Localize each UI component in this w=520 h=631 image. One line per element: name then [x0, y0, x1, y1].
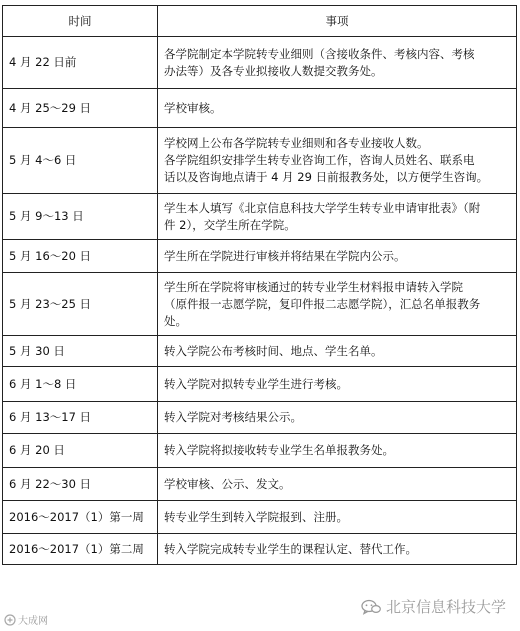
logo-icon: [4, 614, 16, 626]
header-time: 时间: [3, 6, 158, 37]
row-item: [158, 336, 517, 367]
watermark-left: [4, 612, 48, 627]
row-item: [158, 273, 517, 336]
table-row: [3, 501, 517, 534]
row-item-line: 转入学院对拟转专业学生进行考核。: [164, 376, 348, 391]
table-row: [3, 534, 517, 565]
row-item-line: 转入学院完成转专业学生的课程认定、替代工作。: [164, 541, 417, 556]
row-item-line: 话以及咨询地点请于 4 月 29 日前报教务处，以方便学生咨询。: [164, 170, 489, 184]
watermark-right-text: 北京信息科技大学: [385, 598, 506, 616]
row-time: 5 月 23～25 日: [3, 273, 158, 336]
watermark-right: [361, 596, 506, 617]
row-time: 5 月 4～6 日: [3, 128, 158, 194]
row-item-line: 办法等）及各专业拟接收人数提交教务处。: [164, 63, 383, 78]
row-item: [158, 367, 517, 402]
row-item-line: 处。: [164, 313, 187, 328]
row-time: 6 月 22～30 日: [3, 468, 158, 501]
row-item-line: 件 2），交学生所在学院。: [164, 217, 296, 232]
row-item-line: 学校网上公布各学院转专业细则和各专业接收人数。: [164, 136, 429, 150]
row-item-line: 转入学院公布考核时间、地点、学生名单。: [164, 343, 383, 358]
row-time: 5 月 9～13 日: [3, 194, 158, 240]
table-row: [3, 434, 517, 468]
row-item: [158, 468, 517, 501]
row-item-line: 学生所在学院进行审核并将结果在学院内公示。: [164, 248, 406, 263]
row-time: 5 月 30 日: [3, 336, 158, 367]
header-item: 事项: [158, 6, 517, 37]
row-time: 6 月 20 日: [3, 434, 158, 468]
row-time: 6 月 1～8 日: [3, 367, 158, 402]
row-time: 4 月 22 日前: [3, 37, 158, 89]
row-item: [158, 402, 517, 434]
table-row: [3, 367, 517, 402]
row-item-line: 学校审核、公示、发文。: [164, 476, 291, 491]
table-row: [3, 128, 517, 194]
row-time: 6 月 13～17 日: [3, 402, 158, 434]
table-row: [3, 336, 517, 367]
row-item-line: 转入学院对考核结果公示。: [164, 410, 302, 424]
row-item-line: （原件报一志愿学院，复印件报二志愿学院），汇总名单报教务: [164, 296, 481, 311]
row-item: [158, 434, 517, 468]
row-time: 2016～2017（1）第二周: [3, 534, 158, 565]
table-row: [3, 402, 517, 434]
row-item-line: 学校审核。: [164, 100, 222, 115]
table-row: [3, 240, 517, 273]
row-item: [158, 37, 517, 89]
table-header-row: [3, 6, 517, 37]
row-item: [158, 501, 517, 534]
row-time: 2016～2017（1）第一周: [3, 501, 158, 534]
row-item: [158, 128, 517, 194]
row-item: [158, 534, 517, 565]
wechat-icon: [361, 599, 381, 615]
table-row: [3, 37, 517, 89]
row-item: [158, 194, 517, 240]
row-item: [158, 89, 517, 128]
schedule-table: [2, 5, 517, 565]
row-item: [158, 240, 517, 273]
row-item-line: 转入学院将拟接收转专业学生名单报教务处。: [164, 443, 394, 457]
table-row: [3, 468, 517, 501]
row-time: 5 月 16～20 日: [3, 240, 158, 273]
row-item-line: 各学院组织安排学生转专业咨询工作，咨询人员姓名、联系电: [164, 153, 475, 167]
row-item-line: 转专业学生到转入学院报到、注册。: [164, 509, 348, 524]
row-item-line: 学生所在学院将审核通过的转专业学生材料报申请转入学院: [164, 279, 463, 294]
row-item-line: 学生本人填写《北京信息科技大学学生转专业申请审批表》（附: [164, 200, 481, 215]
table-row: [3, 194, 517, 240]
table-row: [3, 89, 517, 128]
watermark-left-text: 大成网: [18, 616, 48, 627]
row-item-line: 各学院制定本学院转专业细则（含接收条件、考核内容、考核: [164, 46, 475, 61]
row-time: 4 月 25～29 日: [3, 89, 158, 128]
table-row: [3, 273, 517, 336]
